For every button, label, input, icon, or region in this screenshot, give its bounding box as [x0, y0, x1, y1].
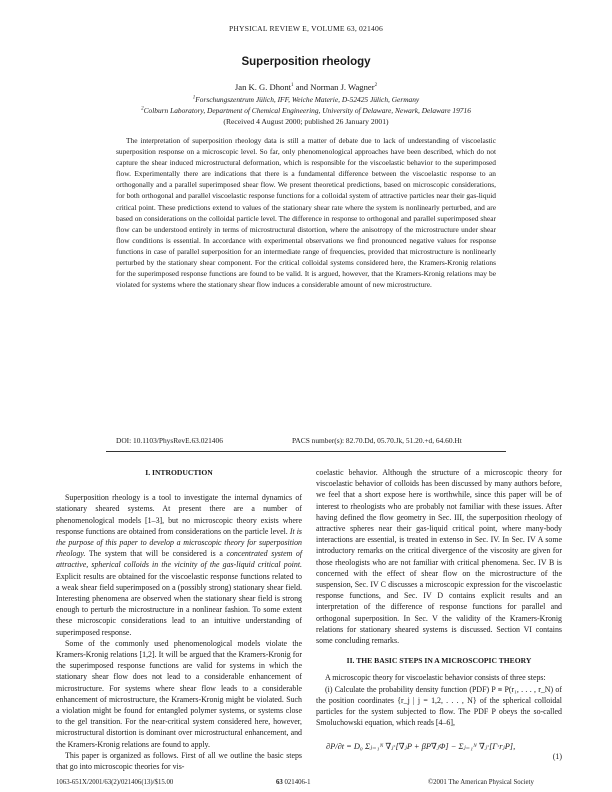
section-heading-basic-steps: II. THE BASIC STEPS IN A MICROSCOPIC THEORY [346, 656, 532, 666]
intro-p1-emphasis-system: concentrated system of attractive, spherical colloids in the vicinity of the gas-liquid critical point. [56, 549, 303, 570]
section-heading-introduction: I. INTRODUCTION [145, 468, 213, 477]
right-column [316, 467, 562, 728]
footer-page-number: 021406-1 [282, 779, 311, 786]
affiliation-2 [0, 106, 612, 115]
received-dates: (Received 4 August 2000; published 26 January 2001) [223, 117, 389, 126]
intro-p1-emphasis-purpose: It is the purpose of this paper to develop a microscopic theory for superposition rheology. [56, 526, 302, 559]
affiliation-1-text: Forschungszentrum Jülich, IFF, Weiche Materie, D-52425 Jülich, Germany [195, 95, 420, 104]
footer-issn: 1063-651X/2001/63(2)/021406(13)/$15.00 [56, 779, 174, 786]
author-2: Norman J. Wagner [310, 82, 375, 92]
intro-p1-text-a: Superposition rheology is a tool to investigate the internal dynamics of stationary sheared systems. At present there are a number of phenomenological models [1–3], but no microscopic theory exists where response functions are obtained from considerations on the particle level. [56, 493, 302, 536]
right-paragraph-1: coelastic behavior. Although the structure of a microscopic theory for viscoelastic behavior of colloids has been discussed by many authors before, we feel that a short expose here is worthwhile, since this paper will be of interest to rheologists who are probably not familiar with these issues. After having defined the flow geometry in Sec. III, the superposition rheology of attractive spheres near their gas-liquid critical point, where many-body interactions are essential, is treated in extenso in Sec. IV. In Sec. IV A some introductory remarks on the critical divergence of the viscosity are given for those rheologists who are not familiar with critical phenomena. Sec. IV B is concerned with the effect of shear flow on the microstructure of the suspension, Sec. IV C discusses a microscopic expression for the viscoelastic response functions, and Sec. IV D contains explicit results and an interpretation of the difference of response functions for parallel and orthogonal superposition. In Sec. V the validity of the Kramers-Kronig relations for stationary sheared systems is discussed. Section VI contains some concluding remarks. [316, 468, 562, 646]
author-1: Jan K. G. Dhont [234, 82, 292, 92]
footer-copyright: ©2001 The American Physical Society [428, 779, 534, 786]
intro-paragraph-1 [56, 492, 302, 638]
intro-p1-text-c: Explicit results are obtained for the viscoelastic response functions related to a weak shear field superimposed on a (possibly strong) stationary shear field. Interesting phenomena are observed when the stationary shear field is strong enough to perturb the microstructure in a nonlinear fashion. To some extent these microscopic considerations lead to an intuitive understanding of superimposed response. [56, 571, 302, 637]
pacs-numbers: PACS number(s): 82.70.Dd, 05.70.Jk, 51.20.+d, 64.60.Ht [292, 436, 462, 445]
affiliation-1 [0, 95, 612, 104]
journal-header: PHYSICAL REVIEW E, VOLUME 63, 021406 [228, 24, 384, 33]
affiliation-1-mark: 1 [192, 95, 196, 101]
equation-1 [316, 731, 562, 761]
affiliation-2-mark: 2 [141, 106, 144, 112]
author-1-affil-mark: 1 [291, 83, 294, 89]
intro-paragraph-2: Some of the commonly used phenomenological models violate the Kramers-Kronig relations [1,2]. It will be argued that the Kramers-Kronig for the superimposed response functions are valid for systems in which the stationary shear flow does not lead to a considerable enhancement of microstructure. For systems where shear flow leads to a considerable enhancement of microstructure, the Kramers-Kronig might be violated. Such a violation might be found for entangled polymer systems, or systems close to the gel transition. For the near-critical system considered here, however, microstructural distortion is dominant over microstructural enhancement, and the Kramers-Kronig relations are found to apply. [56, 638, 302, 749]
author-conjunction: and [295, 82, 309, 92]
intro-paragraph-3: This paper is organized as follows. First of all we outline the basic steps that go into microscopic theories for vis- [56, 750, 302, 772]
author-2-affil-mark: 2 [374, 83, 378, 89]
author-line [0, 82, 612, 92]
equation-1-body: ∂P/∂t = D₀ Σⱼ₌₁ᴺ ∇ⱼ·[∇ⱼP + βP∇ⱼΦ] − Σⱼ₌₁ᴺ ∇ⱼ·[Γ·rⱼP], [326, 742, 516, 751]
header-divider [106, 451, 506, 452]
doi[interactable]: DOI: 10.1103/PhysRevE.63.021406 [116, 436, 223, 445]
right-paragraph-3: (i) Calculate the probability density function (PDF) P ≡ P(r₁, . . . , r_N) of the position coordinates {r_j | j = 1,2, . . . , N} of the spherical colloidal particles for the system subjected to flow. The PDF P obeys the so-called Smoluchowski equation, which reads [4–6], [316, 684, 562, 728]
intro-p1-text-b: The system that will be considered is a [85, 549, 227, 559]
footer-page [276, 779, 311, 786]
paper-title: Superposition rheology [241, 56, 371, 68]
affiliation-2-text: Colburn Laboratory, Department of Chemical Engineering, University of Delaware, Newark, Delaware 19716 [143, 106, 471, 115]
equation-1-number: (1) [552, 752, 562, 761]
footer-volume: 63 [276, 779, 283, 786]
abstract: The interpretation of superposition rheology data is still a matter of debate due to lack of understanding of viscoelastic superposition response on a microscopic level. So far, only phenomenological approaches have been described, which do not capture the shear induced microstructural deformation, which is responsible for the viscoelastic behavior to the superimposed flow. Experimentally there are indications that there is a fundamental difference between the viscoelastic response to an orthogonally and a parallel superimposed shear flow. We present theoretical predictions, based on microscopic considerations, for both orthogonal and parallel viscoelastic response functions for a colloidal system of attractive particles near their gas-liquid critical point. These predictions extend to values of the stationary shear rate where the system is nonlinearly perturbed, and are based on considerations on the colloidal particle level. The difference in response to orthogonal and parallel superimposed shear flow can be understood entirely in terms of microstructural distortion, where the anisotropy of the microstructure under shear flow conditions is essential. In accordance with experimental observations we find pronounced negative values for response functions in case of parallel superposition for an intermediate range of frequencies, provided that microstructure is nonlinearly perturbed by the stationary shear component. For the critical colloidal systems considered here, the Kramers-Kronig relations for the superimposed response functions are found to be valid. It is argued, however, that the Kramers-Kronig relations may be violated for systems where the stationary shear flow induces a considerable amount of new microstructure. [116, 136, 496, 290]
right-paragraph-2: A microscopic theory for viscoelastic behavior consists of three steps: [325, 673, 546, 683]
left-column [56, 467, 302, 772]
